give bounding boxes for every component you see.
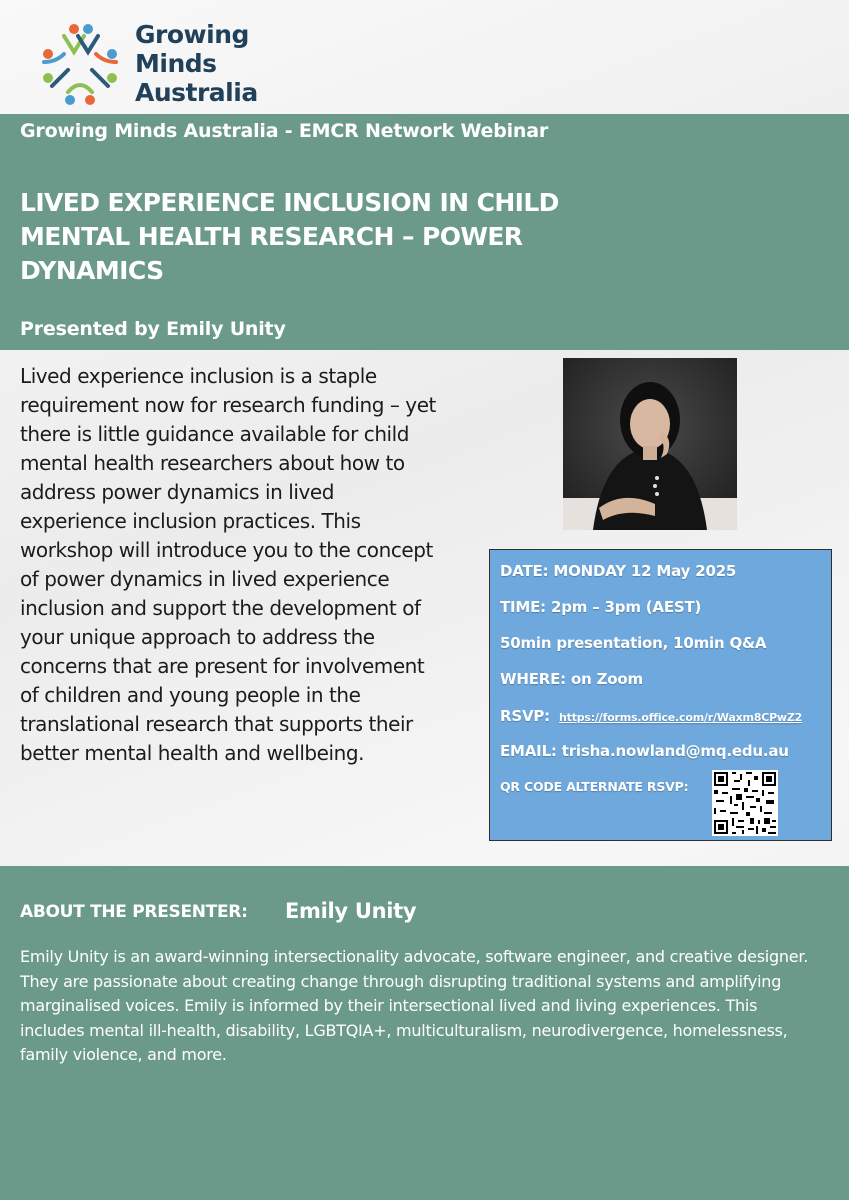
contact-email[interactable]: EMAIL: trisha.nowland@mq.edu.au [500,742,789,760]
rsvp-row [500,707,802,725]
logo-line-2: Minds [135,49,217,78]
rsvp-qr-code[interactable] [712,770,778,836]
growing-minds-logo [34,14,274,114]
logo-line-3: Australia [135,78,258,107]
growing-minds-people-icon [34,18,126,110]
presenter-bio: Emily Unity is an award-winning intersectionality advocate, software engineer, and creative designer. They are passionate about creating change through disrupting traditional systems and amplifying marginalised voices. Emily is informed by their intersectional lived and living experiences. This includes mental ill-health, disability, LGBTQIA+, multiculturalism, neurodivergence, homelessness, family violence, and more. [20,947,809,1064]
presenter-name: Emily Unity [285,899,417,923]
rsvp-link[interactable]: https://forms.office.com/r/Waxm8CPwZ2 [559,711,803,724]
presented-by: Presented by Emily Unity [20,318,286,340]
event-format: 50min presentation, 10min Q&A [500,634,767,652]
qr-code-icon [712,770,778,836]
event-details-box [489,549,832,841]
rsvp-label: RSVP: [500,707,550,725]
page-title: LIVED EXPERIENCE INCLUSION IN CHILD MENTAL HEALTH RESEARCH – POWER DYNAMICS [20,188,559,285]
event-time: TIME: 2pm – 3pm (AEST) [500,598,702,616]
event-date: DATE: MONDAY 12 May 2025 [500,562,737,580]
about-heading: ABOUT THE PRESENTER: [20,902,248,922]
logo-line-1: Growing [135,20,249,49]
event-description: Lived experience inclusion is a staple requirement now for research funding – yet there is little guidance available for child mental health researchers about how to address power dynamics in lived experience inclusion practices. This workshop will introduce you to the concept of power dynamics in lived experience inclusion and support the development of your unique approach to address the concerns that are present for involvement of children and young people in the translational research that supports their better mental health and wellbeing. [20,364,436,765]
logo-text [135,20,258,107]
qr-label: QR CODE ALTERNATE RSVP: [500,779,689,794]
presenter-photo [563,358,737,530]
presenter-photo-illustration [563,358,737,530]
event-location: WHERE: on Zoom [500,670,643,688]
network-title: Growing Minds Australia - EMCR Network Webinar [20,120,549,142]
